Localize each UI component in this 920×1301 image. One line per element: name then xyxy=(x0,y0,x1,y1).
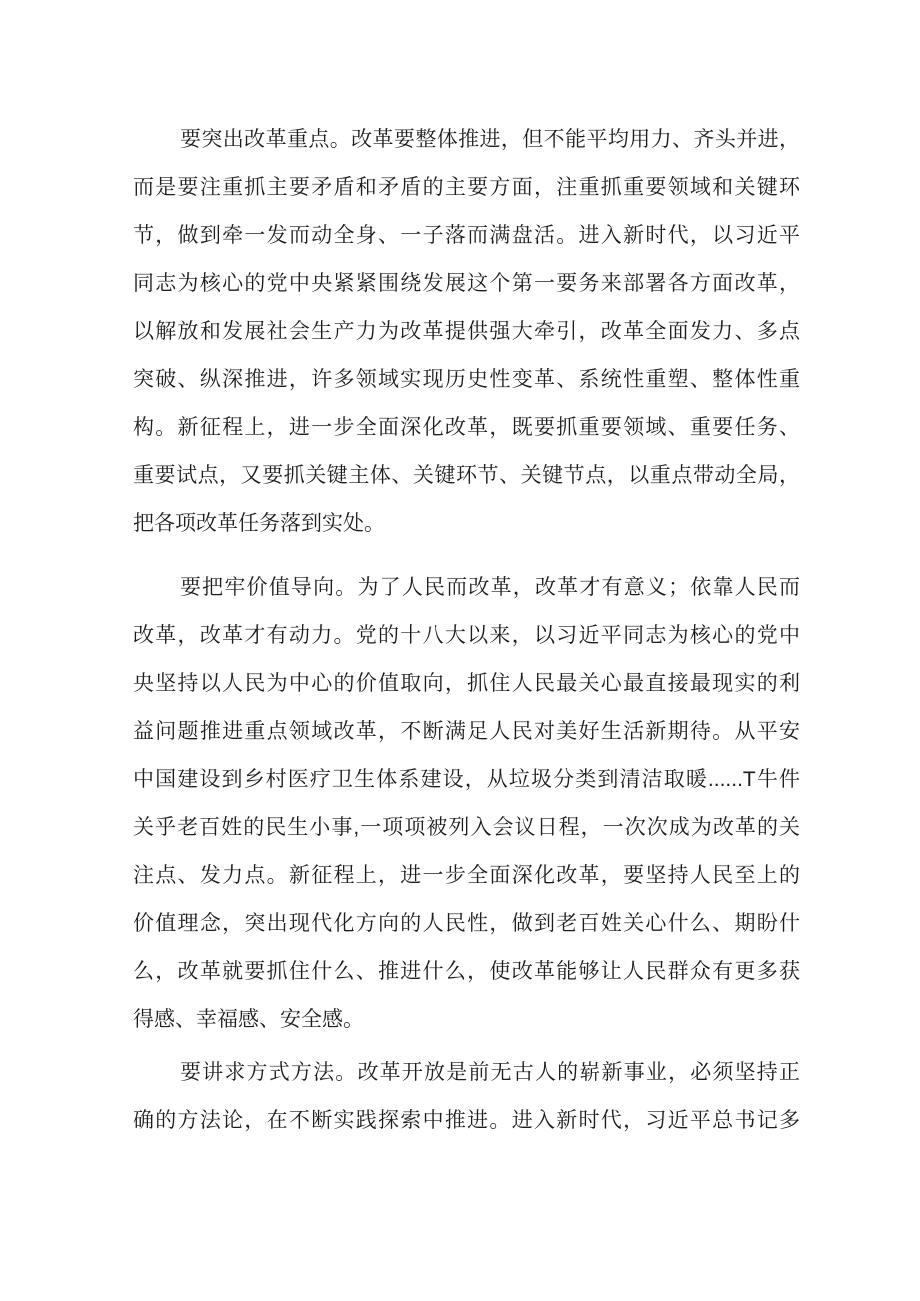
text-line: 得感、幸福感、安全感。 xyxy=(133,1008,364,1031)
paragraph-value-orientation xyxy=(133,564,800,1044)
text-line: 价值理念，突出现代化方向的人民性，做到老百姓关心什么、期盼什 xyxy=(133,912,800,935)
text-line: 要突出改革重点。改革要整体推进，但不能平均用力、齐头并进， xyxy=(180,128,800,151)
text-line: 重要试点，又要抓关键主体、关键环节、关键节点，以重点带动全局， xyxy=(133,464,800,487)
text-line: 同志为核心的党中央紧紧围绕发展这个第一要务来部署各方面改革， xyxy=(133,272,800,295)
text-line: 节，做到牵一发而动全身、一子落而满盘活。进入新时代，以习近平 xyxy=(133,224,800,247)
text-line: 关乎老百姓的民生小事,一项项被列入会议日程，一次次成为改革的关 xyxy=(133,816,800,839)
text-line: 以解放和发展社会生产力为改革提供强大牵引，改革全面发力、多点 xyxy=(133,320,800,343)
text-line: 要把牢价值导向。为了人民而改革，改革才有意义；依靠人民而 xyxy=(180,576,800,599)
text-line: 注点、发力点。新征程上，进一步全面深化改革，要坚持人民至上的 xyxy=(133,864,800,887)
text-line: 么，改革就要抓住什么、推进什么，使改革能够让人民群众有更多获 xyxy=(133,960,800,983)
paragraph-reform-focus xyxy=(133,116,800,548)
text-line: 中国建设到乡村医疗卫生体系建设，从垃圾分类到清洁取暖......T牛件 xyxy=(133,768,800,791)
text-line: 改革，改革才有动力。党的十八大以来，以习近平同志为核心的党中 xyxy=(133,624,800,647)
text-line: 把各项改革任务落到实处。 xyxy=(133,512,385,535)
text-line: 益问题推进重点领域改革，不断满足人民对美好生活新期待。从平安 xyxy=(133,720,800,743)
text-line: 要讲求方式方法。改革开放是前无古人的崭新事业，必须坚持正 xyxy=(180,1061,800,1084)
text-line: 而是要注重抓主要矛盾和矛盾的主要方面，注重抓重要领域和关键环 xyxy=(133,176,800,199)
paragraph-methods xyxy=(133,1049,800,1145)
text-line: 央坚持以人民为中心的价值取向，抓住人民最关心最直接最现实的利 xyxy=(133,672,800,695)
text-line: 突破、纵深推进，许多领域实现历史性变革、系统性重塑、整体性重 xyxy=(133,368,800,391)
text-line: 构。新征程上，进一步全面深化改革，既要抓重要领域、重要任务、 xyxy=(133,416,800,439)
text-line: 确的方法论，在不断实践探索中推进。进入新时代，习近平总书记多 xyxy=(133,1109,800,1132)
